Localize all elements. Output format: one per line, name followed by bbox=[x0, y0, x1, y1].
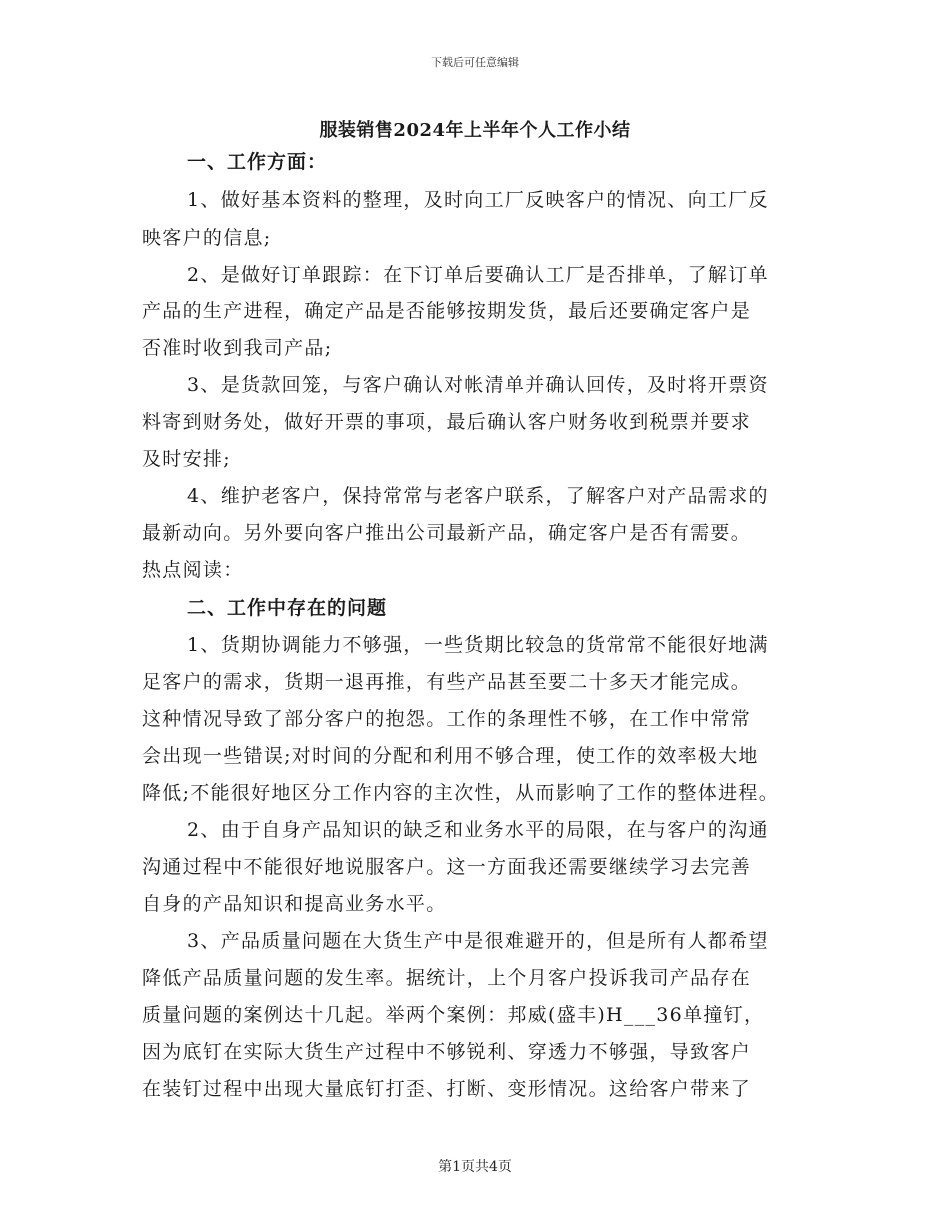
page-header: 下载后可任意编辑 bbox=[431, 56, 519, 69]
paragraph-line: 会出现一些错误;对时间的分配和利用不够合理，使工作的效率极大地 bbox=[142, 745, 759, 767]
document-title: 服装销售2024年上半年个人工作小结 bbox=[319, 120, 631, 141]
paragraph-line: 料寄到财务处，做好开票的事项，最后确认客户财务收到税票并要求 bbox=[142, 411, 752, 433]
paragraph-line: 这种情况导致了部分客户的抱怨。工作的条理性不够，在工作中常常 bbox=[142, 708, 752, 730]
paragraph-line: 1、货期协调能力不够强，一些货期比较急的货常常不能很好地满 bbox=[187, 634, 769, 656]
paragraph-line: 2、是做好订单跟踪：在下订单后要确认工厂是否排单，了解订单 bbox=[187, 264, 769, 286]
paragraph-line: 2、由于自身产品知识的缺乏和业务水平的局限，在与客户的沟通 bbox=[187, 819, 769, 841]
paragraph-line: 降低产品质量问题的发生率。据统计，上个月客户投诉我司产品存在 bbox=[142, 967, 752, 989]
paragraph-line: 足客户的需求，货期一退再推，有些产品甚至要二十多天才能完成。 bbox=[142, 671, 752, 693]
page-footer: 第1页共4页 bbox=[438, 1159, 512, 1175]
paragraph-line: 及时安排; bbox=[142, 448, 231, 470]
paragraph-line: 质量问题的案例达十几起。举两个案例：邦威(盛丰)H___36单撞钉， bbox=[142, 1004, 765, 1026]
paragraph-line: 自身的产品知识和提高业务水平。 bbox=[142, 893, 447, 915]
paragraph-line: 4、维护老客户，保持常常与老客户联系，了解客户对产品需求的 bbox=[187, 485, 769, 507]
section-heading-work: 一、工作方面： bbox=[187, 151, 328, 173]
paragraph-line: 1、做好基本资料的整理，及时向工厂反映客户的情况、向工厂反 bbox=[187, 189, 769, 211]
paragraph-line: 否准时收到我司产品; bbox=[142, 337, 333, 359]
paragraph-line: 因为底钉在实际大货生产过程中不够锐利、穿透力不够强，导致客户 bbox=[142, 1041, 752, 1063]
paragraph-line: 在装钉过程中出现大量底钉打歪、打断、变形情况。这给客户带来了 bbox=[142, 1078, 752, 1100]
paragraph-line: 产品的生产进程，确定产品是否能够按期发货，最后还要确定客户是 bbox=[142, 300, 752, 322]
paragraph-line: 最新动向。另外要向客户推出公司最新产品，确定客户是否有需要。 bbox=[142, 522, 752, 544]
paragraph-line: 热点阅读： bbox=[142, 559, 244, 581]
section-heading-problems: 二、工作中存在的问题 bbox=[187, 597, 388, 619]
paragraph-line: 3、是货款回笼，与客户确认对帐清单并确认回传，及时将开票资 bbox=[187, 374, 769, 396]
paragraph-line: 3、产品质量问题在大货生产中是很难避开的，但是所有人都希望 bbox=[187, 930, 769, 952]
paragraph-line: 降低;不能很好地区分工作内容的主次性，从而影响了工作的整体进程。 bbox=[142, 782, 780, 804]
paragraph-line: 沟通过程中不能很好地说服客户。这一方面我还需要继续学习去完善 bbox=[142, 856, 752, 878]
paragraph-line: 映客户的信息; bbox=[142, 227, 272, 249]
